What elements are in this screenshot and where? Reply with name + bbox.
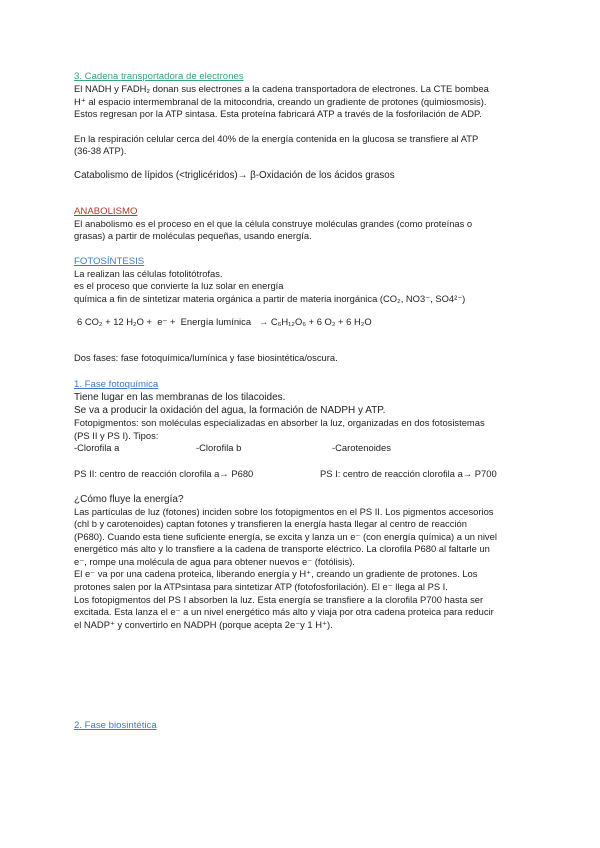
fases-line: Dos fases: fase fotoquímica/lumínica y fase biosintética/oscura. bbox=[74, 351, 338, 363]
fase1-intro bbox=[74, 391, 536, 417]
text-line: excitada. Esta lanza el e⁻ a un nivel energético más alto y viaja por otra cadena proteica para reducir bbox=[74, 606, 494, 618]
text-line: Estos regresan por la ATP sintasa. Esta proteína fabricará ATP a través de la fosforilación de ADP. bbox=[74, 108, 482, 120]
text-line: Las partículas de luz (fotones) inciden sobre los fotopigmentos en el PS II. Los pigmentos accesorios bbox=[74, 505, 494, 517]
section-heading-fase-biosintetica: 2. Fase biosintética bbox=[74, 720, 157, 732]
section-heading-anabolismo: ANABOLISMO bbox=[74, 205, 138, 217]
text-line: La realizan las células fotolitótrofas. bbox=[74, 267, 223, 279]
text-line: Tiene lugar en las membranas de los tilacoides. bbox=[74, 392, 286, 404]
text-line: (36-38 ATP). bbox=[74, 145, 127, 157]
text-line: es el proceso que convierte la luz solar en energía bbox=[74, 280, 284, 292]
anabolismo-paragraph bbox=[74, 218, 536, 243]
text-line: e⁻, rompe una molécula de agua para obtener nuevos e⁻ (fotólisis). bbox=[74, 555, 355, 567]
text-line: grasas) a partir de moléculas pequeñas, usando energía. bbox=[74, 230, 312, 242]
pigment-type: -Carotenoides bbox=[332, 442, 391, 454]
text-line: (chl b y carotenoides) captan fotones y transfieren la energía hasta llegar al centro de reacción bbox=[74, 518, 467, 530]
text-line: En la respiración celular cerca del 40% de la energía contenida en la glucosa se transfiere al ATP bbox=[74, 132, 479, 144]
fotosintesis-paragraph bbox=[74, 268, 536, 306]
text-line: el NADP⁺ y convertirlo en NADPH (porque acepta 2e⁻y 1 H⁺). bbox=[74, 618, 333, 630]
text-line: Se va a producir la oxidación del agua, la formación de NADPH y ATP. bbox=[74, 405, 386, 417]
text-line: energético más alto y lo transfiere a la cadena de transporte eléctrico. La clorofila P680 al faltarle un bbox=[74, 543, 490, 555]
lipid-catabolism-line: Catabolismo de lípidos (<triglicéridos)→ β-Oxidación de los ácidos grasos bbox=[74, 169, 395, 181]
ps1-reaction-center: PS I: centro de reacción clorofila a→ P700 bbox=[320, 467, 497, 479]
pigment-type: -Clorofila b bbox=[196, 442, 242, 454]
photosynthesis-equation: 6 CO₂ + 12 H₂O + e⁻ + Energía lumínica → C₆H₁₂O₆ + 6 O₂ + 6 H₂O bbox=[77, 315, 372, 327]
text-line: Los fotopigmentos del PS I absorben la luz. Esta energía se transfiere a la clorofila P700 hasta ser bbox=[74, 593, 484, 605]
ps2-reaction-center: PS II: centro de reacción clorofila a→ P680 bbox=[74, 467, 254, 479]
text-line: (P680). Cuando esta tiene suficiente energía, se excita y lanza un e⁻ (con energía química) a un nivel bbox=[74, 530, 497, 542]
text-line: química a fin de sintetizar materia orgánica a partir de materia inorgánica (CO₂, NO3⁻, SO4²⁻) bbox=[74, 292, 466, 304]
pigment-types-row bbox=[74, 442, 536, 455]
section-heading-cte: 3. Cadena transportadora de electrones bbox=[74, 71, 244, 82]
text-line: protones salen por la ATPsintasa para sintetizar ATP (fotofosforilación). El e⁻ llega al PS I. bbox=[74, 581, 448, 593]
pigment-type: -Clorofila a bbox=[74, 442, 120, 454]
text-line: El e⁻ va por una cadena proteica, liberando energía y H⁺, creando un gradiente de protones. Los bbox=[74, 568, 478, 580]
text-line: El anabolismo es el proceso en el que la célula construye moléculas grandes (como proteínas o bbox=[74, 217, 473, 229]
energy-flow-question: ¿Cómo fluye la energía? bbox=[74, 493, 184, 505]
text-line: (PS II y PS I). Tipos: bbox=[74, 429, 159, 441]
respiration-paragraph bbox=[74, 133, 536, 158]
cte-paragraph bbox=[74, 83, 536, 121]
document-page bbox=[74, 70, 536, 732]
text-line: H⁺ al espacio intermembranal de la mitocondria, creando un gradiente de protones (quimiosmosis). bbox=[74, 95, 487, 107]
text-line: El NADH y FADH₂ donan sus electrones a la cadena transportadora de electrones. La CTE bombea bbox=[74, 83, 489, 94]
section-heading-fase-fotoquimica: 1. Fase fotoquímica bbox=[74, 379, 159, 391]
fotopigmentos-paragraph bbox=[74, 417, 536, 442]
photosystems-row bbox=[74, 468, 536, 481]
text-line: Fotopigmentos: son moléculas especializadas en absorber la luz, organizadas en dos fotosistemas bbox=[74, 417, 485, 429]
section-heading-fotosintesis: FOTOSÍNTESIS bbox=[74, 255, 145, 267]
energy-flow-paragraph bbox=[74, 506, 536, 632]
